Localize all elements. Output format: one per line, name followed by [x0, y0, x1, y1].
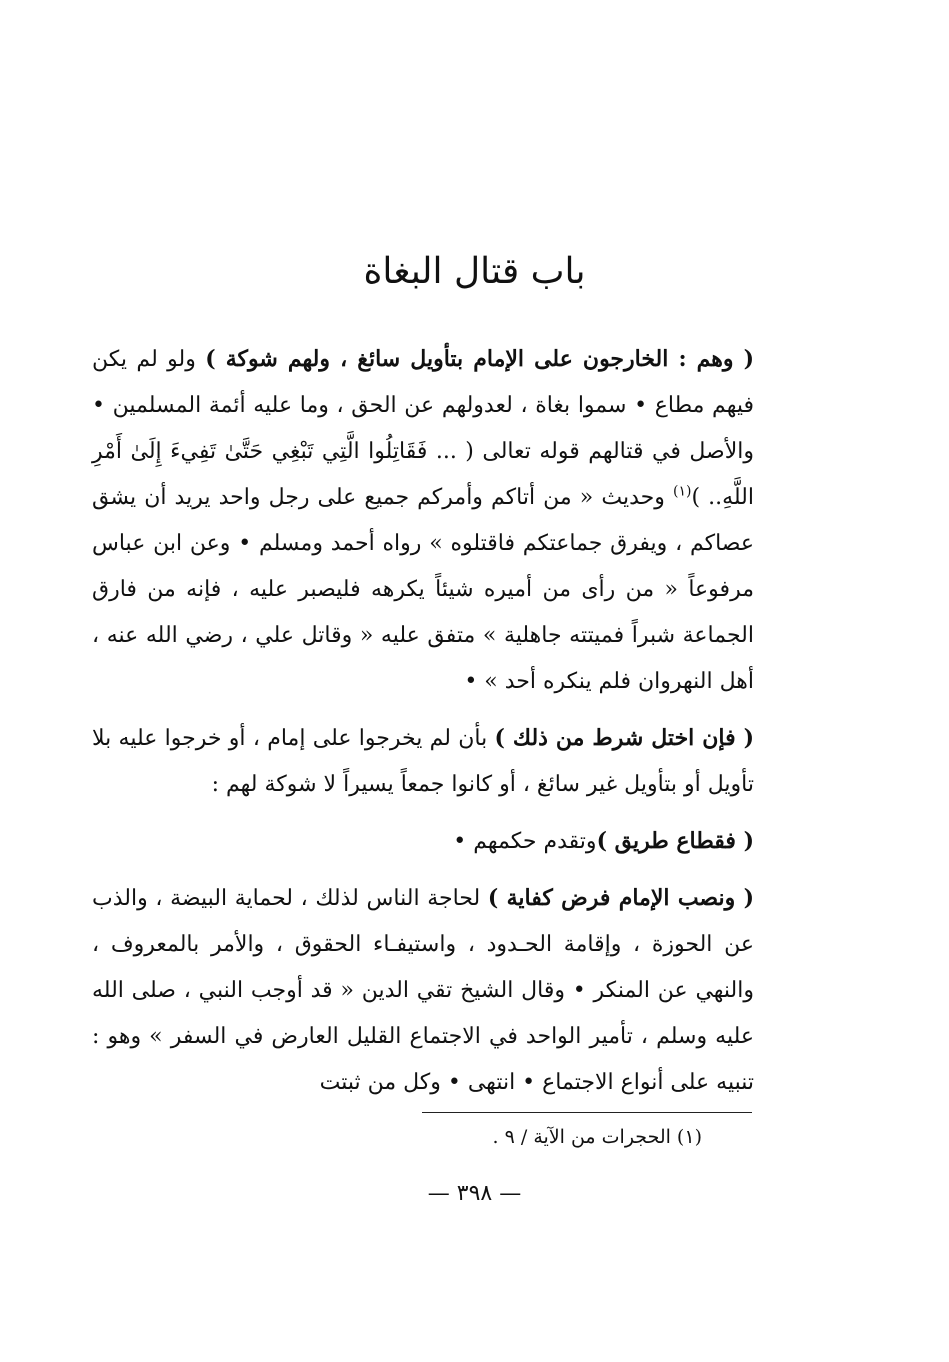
commentary-text: ولو لم يكن فيهم مطاع • سموا بغاة ، لعدولهم عن الحق ، وما عليه أئمة المسلمين • والأصل في قتالهم قوله تعالى ( ... فَقَاتِلُوا الَّتِي تَبْغِي حَتَّىٰ تَفِيءَ إِلَىٰ أَمْرِ اللَّهِ.. ) — [92, 347, 754, 510]
page-number: — ٣٩٨ — — [427, 1181, 522, 1206]
paragraph-3 — [92, 818, 754, 865]
matn-quote: ( فقطاع طريق ) — [596, 828, 754, 854]
matn-quote: ( وهم : الخارجون على الإمام بتأويل سائغ ، ولهم شوكة ) — [205, 346, 754, 372]
commentary-text: لحاجة الناس لذلك ، لحماية البيضة ، والذب عن الحوزة ، وإقامة الحـدود ، واستيفـاء الحقوق ، والأمر بالمعروف ، والنهي عن المنكر • وقال الشيخ تقي الدين « قد أوجب النبي ، صلى الله عليه وسلم ، تأمير الواحد في الاجتماع القليل العارض في السفر » وهو : تنبيه على أنواع الاجتماع • انتهى • وكل من ثبتت — [92, 886, 755, 1095]
paragraph-2 — [92, 715, 754, 808]
paragraph-1 — [92, 336, 754, 705]
main-text — [92, 336, 754, 1116]
chapter-title: باب قتال البغاة — [363, 251, 586, 292]
matn-quote: ( ونصب الإمام فرض كفاية ) — [487, 885, 754, 911]
commentary-text: وحديث « من أتاكم وأمركم جميع على رجل واحد يريد أن يشق عصاكم ، ويفرق جماعتكم فاقتلوه » رواه أحمد ومسلم • وعن ابن عباس مرفوعاً « من رأى من أميره شيئاً يكرهه فليصبر عليه ، فإنه من فارق الجماعة شبراً فميتته جاهلية » متفق عليه « وقاتل علي ، رضي الله عنه ، أهل النهروان فلم ينكره أحد » • — [92, 485, 754, 694]
matn-quote: ( فإن اختل شرط من ذلك ) — [494, 725, 754, 751]
paragraph-4 — [92, 875, 754, 1106]
footnote: (١) الحجرات من الآية / ٩ . — [492, 1126, 702, 1148]
commentary-text: وتقدم حكمهم • — [453, 829, 597, 854]
footnote-reference: (١) — [672, 483, 692, 500]
commentary-text: بأن لم يخرجوا على إمام ، أو خرجوا عليه بلا تأويل أو بتأويل غير سائغ ، أو كانوا جمعاً يسيراً لا شوكة لهم : — [92, 726, 754, 797]
footnote-divider — [422, 1112, 752, 1113]
